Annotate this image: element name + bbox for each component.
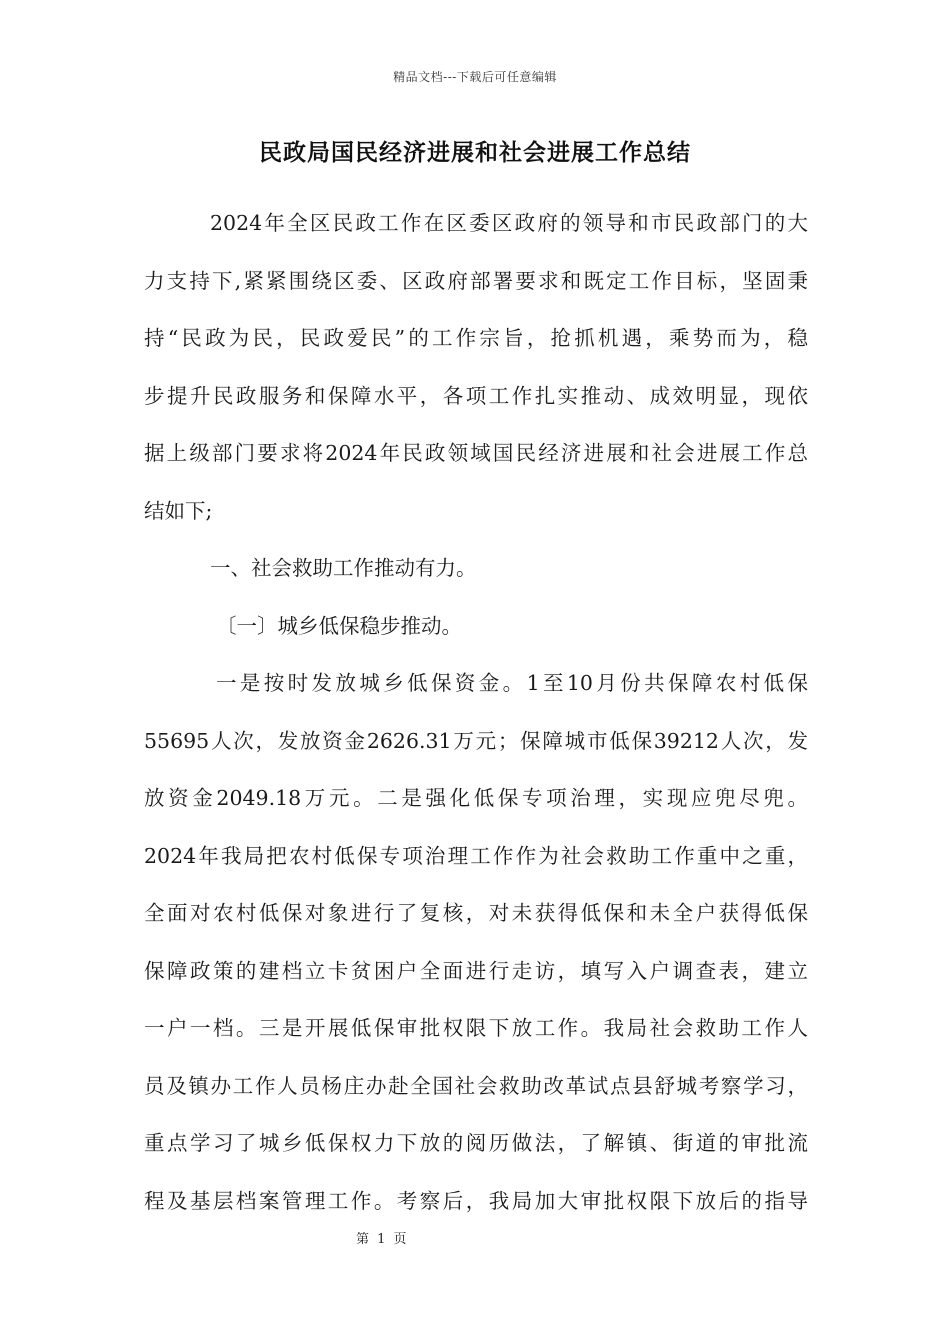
document-title: 民政局国民经济进展和社会进展工作总结	[259, 139, 691, 166]
paragraph-line: 据上级部门要求将2024年民政领域国民经济进展和社会进展工作总	[144, 441, 808, 465]
paragraph-line: 55695人次，发放资金2626.31万元；保障城市低保39212人次，发	[144, 728, 808, 753]
paragraph-line: 全面对农村低保对象进行了复核，对未获得低保和未全户获得低保	[144, 901, 808, 925]
paragraph-line: 一户一档。三是开展低保审批权限下放工作。我局社会救助工作人	[144, 1016, 808, 1040]
paragraph-line: 结如下;	[144, 498, 213, 523]
paragraph-line: 一是按时发放城乡低保资金。1至10月份共保障农村低保	[216, 671, 808, 695]
page-number: 第 1 页	[356, 1232, 409, 1247]
paragraph-line: 放资金2049.18万元。二是强化低保专项治理，实现应兜尽兜。	[144, 786, 808, 810]
paragraph-line: 步提升民政服务和保障水平，各项工作扎实推动、成效明显，现依	[144, 383, 808, 408]
document-body	[144, 195, 808, 1230]
paragraph-line: 保障政策的建档立卡贫困户全面进行走访，填写入户调查表，建立	[144, 958, 808, 983]
paragraph-line: 程及基层档案管理工作。考察后，我局加大审批权限下放后的指导	[144, 1188, 808, 1213]
paragraph-line: 重点学习了城乡低保权力下放的阅历做法，了解镇、街道的审批流	[144, 1131, 808, 1155]
page-header: 精品文档---下载后可任意编辑	[393, 70, 557, 84]
paragraph-line: 力支持下,紧紧围绕区委、区政府部署要求和既定工作目标，坚固秉	[144, 268, 808, 293]
paragraph-line: 2024年全区民政工作在区委区政府的领导和市民政部门的大	[210, 211, 808, 235]
subsection-heading: 〔一〕城乡低保稳步推动。	[216, 613, 462, 638]
paragraph-line: 持“民政为民，民政爱民”的工作宗旨，抢抓机遇，乘势而为，稳	[144, 326, 808, 350]
paragraph-line: 2024年我局把农村低保专项治理工作作为社会救助工作重中之重，	[144, 843, 808, 868]
section-heading: 一、社会救助工作推动有力。	[210, 556, 477, 580]
paragraph-line: 员及镇办工作人员杨庄办赴全国社会救助改革试点县舒城考察学习，	[144, 1073, 808, 1098]
